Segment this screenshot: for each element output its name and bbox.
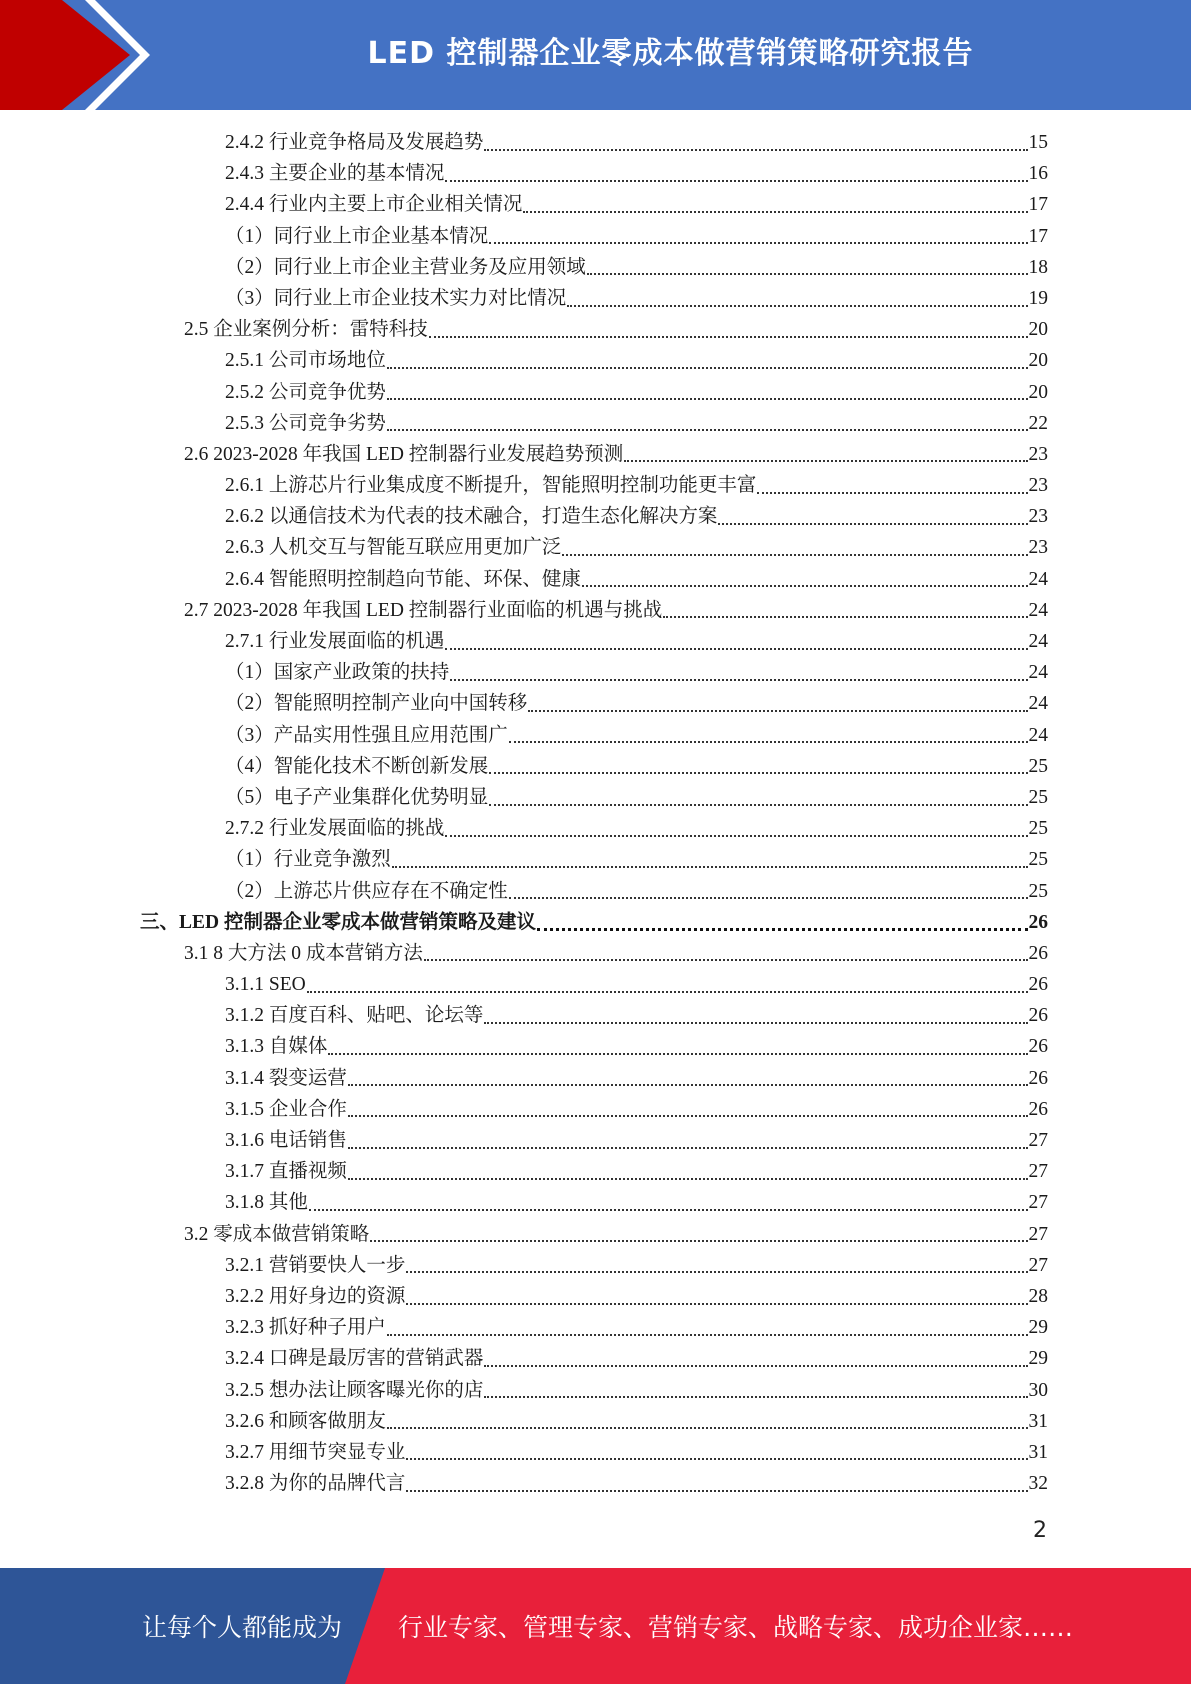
toc-entry-page: 28 [1028, 1285, 1048, 1307]
toc-dot-leader [567, 305, 1027, 307]
toc-dot-leader [387, 1427, 1028, 1429]
toc-entry-page: 23 [1028, 443, 1048, 465]
toc-dot-leader [509, 897, 1028, 899]
toc-dot-leader [523, 211, 1027, 213]
toc-entry-title: 2.4.4 行业内主要上市企业相关情况 [225, 194, 523, 216]
toc-entry-page: 15 [1028, 132, 1048, 153]
toc-entry-page: 16 [1028, 163, 1048, 185]
toc-dot-leader [387, 367, 1028, 369]
toc-dot-leader [328, 1053, 1027, 1055]
toc-dot-leader [663, 616, 1027, 618]
toc-dot-leader [406, 1303, 1027, 1305]
toc-entry[interactable] [140, 1000, 1048, 1031]
toc-entry-page: 26 [1028, 911, 1048, 933]
toc-dot-leader [370, 1240, 1027, 1242]
toc-entry-title: 2.4.3 主要企业的基本情况 [225, 163, 445, 185]
toc-dot-leader [484, 1396, 1027, 1398]
toc-entry[interactable] [140, 532, 1048, 563]
toc-entry-page: 19 [1028, 287, 1048, 309]
toc-entry[interactable] [140, 501, 1048, 532]
toc-entry-title: 3.1.1 SEO [225, 974, 306, 996]
toc-dot-leader [445, 648, 1027, 650]
toc-entry[interactable] [140, 595, 1048, 626]
toc-entry-page: 29 [1028, 1317, 1048, 1339]
toc-entry-title: 2.5 企业案例分析：雷特科技 [184, 319, 428, 341]
toc-entry[interactable] [140, 626, 1048, 657]
toc-entry-title: （2）智能照明控制产业向中国转移 [225, 693, 528, 715]
toc-dot-leader [348, 1147, 1028, 1149]
toc-entry[interactable] [140, 1281, 1048, 1312]
toc-dot-leader [429, 336, 1028, 338]
toc-entry-title: 三、LED 控制器企业零成本做营销策略及建议 [140, 911, 536, 933]
toc-entry-title: 2.6.1 上游芯片行业集成度不断提升，智能照明控制功能更丰富 [225, 475, 757, 497]
toc-entry-title: 3.1.5 企业合作 [225, 1098, 347, 1120]
toc-entry-page: 20 [1028, 350, 1048, 372]
toc-dot-leader [450, 679, 1027, 681]
toc-entry-page: 24 [1028, 724, 1048, 746]
toc-entry-title: （5）电子产业集群化优势明显 [225, 786, 489, 808]
toc-dot-leader [489, 772, 1027, 774]
toc-entry[interactable] [140, 1406, 1048, 1437]
toc-entry-title: （4）智能化技术不断创新发展 [225, 755, 489, 777]
toc-entry-title: 3.2.6 和顾客做朋友 [225, 1410, 386, 1432]
toc-entry-page: 24 [1028, 599, 1048, 621]
toc-entry[interactable] [140, 1187, 1048, 1218]
toc-entry-title: 3.1.7 直播视频 [225, 1161, 347, 1183]
toc-dot-leader [582, 585, 1028, 587]
toc-dot-leader [718, 523, 1027, 525]
toc-entry[interactable] [140, 1094, 1048, 1125]
toc-entry-page: 20 [1028, 319, 1048, 341]
toc-entry-title: 3.1.3 自媒体 [225, 1036, 328, 1058]
toc-entry-title: 2.7.2 行业发展面临的挑战 [225, 818, 445, 840]
toc-entry-page: 27 [1028, 1254, 1048, 1276]
toc-entry[interactable] [140, 876, 1048, 907]
toc-entry[interactable] [140, 782, 1048, 813]
toc-entry[interactable] [140, 938, 1048, 969]
toc-entry[interactable] [140, 564, 1048, 595]
toc-entry-page: 25 [1028, 755, 1048, 777]
toc-entry[interactable] [140, 1375, 1048, 1406]
toc-dot-leader [757, 492, 1027, 494]
toc-entry-title: 3.1.4 裂变运营 [225, 1067, 347, 1089]
footer-slogan-right: 行业专家、管理专家、营销专家、战略专家、成功企业家…… [398, 1613, 1074, 1642]
toc-dot-leader [445, 835, 1027, 837]
toc-entry[interactable] [140, 252, 1048, 283]
toc-dot-leader [406, 1490, 1027, 1492]
toc-entry-title: 3.2.4 口碑是最厉害的营销武器 [225, 1348, 484, 1370]
toc-dot-leader [489, 804, 1027, 806]
toc-entry-page: 25 [1028, 880, 1048, 902]
toc-dot-leader [537, 928, 1028, 931]
toc-entry-title: 2.6.4 智能照明控制趋向节能、环保、健康 [225, 568, 581, 590]
toc-dot-leader [445, 180, 1027, 182]
toc-entry[interactable] [140, 377, 1048, 408]
toc-entry[interactable] [140, 345, 1048, 376]
toc-dot-leader [392, 866, 1028, 868]
toc-entry-page: 27 [1028, 1223, 1048, 1245]
toc-entry-page: 32 [1028, 1473, 1048, 1495]
toc-entry[interactable] [140, 751, 1048, 782]
toc-entry-title: 3.2.7 用细节突显专业 [225, 1441, 406, 1463]
toc-dot-leader [587, 273, 1028, 275]
toc-dot-leader [484, 149, 1027, 151]
toc-entry-title: 2.6.3 人机交互与智能互联应用更加广泛 [225, 537, 562, 559]
toc-entry[interactable] [140, 1219, 1048, 1250]
toc-entry-title: （3）同行业上市企业技术实力对比情况 [225, 287, 567, 309]
toc-entry-title: （2）上游芯片供应存在不确定性 [225, 880, 508, 902]
toc-entry-page: 25 [1028, 786, 1048, 808]
toc-entry[interactable] [140, 844, 1048, 875]
toc-entry[interactable] [140, 657, 1048, 688]
toc-entry-title: 3.2.1 营销要快人一步 [225, 1254, 406, 1276]
toc-entry-page: 26 [1028, 1098, 1048, 1120]
toc-dot-leader [348, 1115, 1028, 1117]
toc-entry-page: 30 [1028, 1379, 1048, 1401]
toc-entry-page: 25 [1028, 849, 1048, 871]
toc-entry-title: （1）行业竞争激烈 [225, 849, 391, 871]
toc-dot-leader [387, 1334, 1028, 1336]
toc-entry-page: 18 [1028, 256, 1048, 278]
page-header [0, 0, 1191, 110]
toc-entry-page: 26 [1028, 1067, 1048, 1089]
toc-dot-leader [387, 429, 1028, 431]
toc-entry[interactable] [140, 1468, 1048, 1499]
toc-entry-title: 3.1.6 电话销售 [225, 1130, 347, 1151]
toc-dot-leader [348, 1084, 1028, 1086]
toc-entry-title: 2.5.2 公司竞争优势 [225, 381, 386, 403]
toc-dot-leader [387, 398, 1028, 400]
toc-entry-title: （2）同行业上市企业主营业务及应用领域 [225, 256, 586, 278]
toc-entry-page: 25 [1028, 818, 1048, 840]
toc-entry-title: 3.1.2 百度百科、贴吧、论坛等 [225, 1005, 484, 1027]
toc-entry[interactable] [140, 1343, 1048, 1374]
toc-dot-leader [562, 554, 1027, 556]
toc-entry[interactable] [140, 720, 1048, 751]
toc-entry-page: 24 [1028, 631, 1048, 652]
toc-entry[interactable] [140, 1156, 1048, 1187]
toc-entry[interactable] [140, 1312, 1048, 1343]
toc-dot-leader [484, 1365, 1027, 1367]
toc-entry[interactable] [140, 1031, 1048, 1062]
toc-entry[interactable] [140, 314, 1048, 345]
toc-entry-page: 26 [1028, 1005, 1048, 1027]
toc-entry[interactable] [140, 470, 1048, 501]
footer-slogan-left: 让每个人都能成为 [142, 1613, 343, 1642]
toc-entry-page: 23 [1028, 506, 1048, 528]
toc-entry[interactable] [140, 189, 1048, 220]
toc-entry-page: 22 [1028, 412, 1048, 434]
toc-entry-title: 3.2.8 为你的品牌代言 [225, 1473, 406, 1495]
toc-dot-leader [424, 959, 1028, 961]
toc-entry[interactable] [140, 688, 1048, 719]
toc-dot-leader [309, 1209, 1028, 1211]
toc-dot-leader [348, 1178, 1028, 1180]
page-footer [0, 1568, 1191, 1684]
toc-entry-title: 2.7 2023-2028 年我国 LED 控制器行业面临的机遇与挑战 [184, 599, 663, 621]
header-arrow-decoration [0, 0, 160, 110]
toc-entry-page: 26 [1028, 942, 1048, 964]
toc-entry-title: 2.6.2 以通信技术为代表的技术融合，打造生态化解决方案 [225, 506, 718, 528]
toc-dot-leader [406, 1458, 1027, 1460]
toc-entry-page: 17 [1028, 194, 1048, 216]
toc-entry[interactable] [140, 1437, 1048, 1468]
toc-entry-page: 26 [1028, 1036, 1048, 1058]
toc-entry-title: 2.7.1 行业发展面临的机遇 [225, 631, 445, 652]
toc-entry-page: 29 [1028, 1348, 1048, 1370]
toc-entry-title: （3）产品实用性强且应用范围广 [225, 724, 508, 746]
toc-dot-leader [307, 991, 1028, 993]
toc-entry-title: 2.5.3 公司竞争劣势 [225, 412, 386, 434]
toc-entry[interactable] [140, 283, 1048, 314]
toc-entry[interactable] [140, 1250, 1048, 1281]
toc-entry-page: 27 [1028, 1192, 1048, 1214]
toc-dot-leader [624, 460, 1027, 462]
toc-entry-title: 2.5.1 公司市场地位 [225, 350, 386, 372]
toc-entry-page: 20 [1028, 381, 1048, 403]
toc-entry-page: 31 [1028, 1441, 1048, 1463]
toc-entry[interactable] [140, 907, 1048, 938]
table-of-contents [140, 127, 1048, 1499]
toc-entry-page: 23 [1028, 537, 1048, 559]
toc-entry-page: 24 [1028, 568, 1048, 590]
toc-entry[interactable] [140, 813, 1048, 844]
toc-entry-title: 3.2.2 用好身边的资源 [225, 1285, 406, 1307]
toc-entry-page: 24 [1028, 693, 1048, 715]
toc-entry-title: （1）国家产业政策的扶持 [225, 662, 450, 684]
toc-dot-leader [406, 1271, 1027, 1273]
toc-dot-leader [484, 1022, 1027, 1024]
toc-entry-page: 24 [1028, 662, 1048, 684]
toc-entry-page: 31 [1028, 1410, 1048, 1432]
toc-entry[interactable] [140, 221, 1048, 252]
toc-dot-leader [528, 710, 1027, 712]
toc-entry[interactable] [140, 127, 1048, 158]
toc-entry-title: （1）同行业上市企业基本情况 [225, 225, 489, 247]
toc-entry[interactable] [140, 408, 1048, 439]
toc-entry-title: 3.1.8 其他 [225, 1192, 308, 1214]
toc-entry-page: 27 [1028, 1161, 1048, 1183]
toc-entry-title: 3.2 零成本做营销策略 [184, 1223, 370, 1245]
toc-entry-title: 3.2.3 抓好种子用户 [225, 1317, 386, 1339]
toc-entry-page: 23 [1028, 475, 1048, 497]
toc-entry-title: 2.4.2 行业竞争格局及发展趋势 [225, 132, 484, 153]
toc-entry[interactable] [140, 1063, 1048, 1094]
toc-entry[interactable] [140, 1125, 1048, 1156]
document-title: LED 控制器企业零成本做营销策略研究报告 [367, 36, 974, 71]
toc-entry-title: 2.6 2023-2028 年我国 LED 控制器行业发展趋势预测 [184, 443, 624, 465]
toc-entry-page: 26 [1028, 974, 1048, 996]
toc-entry-page: 27 [1028, 1130, 1048, 1151]
page-number: 2 [1033, 1518, 1047, 1543]
toc-entry[interactable] [140, 969, 1048, 1000]
toc-dot-leader [509, 741, 1028, 743]
toc-entry[interactable] [140, 158, 1048, 189]
toc-entry-page: 17 [1028, 225, 1048, 247]
toc-entry[interactable] [140, 439, 1048, 470]
toc-entry-title: 3.2.5 想办法让顾客曝光你的店 [225, 1379, 484, 1401]
toc-entry-title: 3.1 8 大方法 0 成本营销方法 [184, 942, 423, 964]
toc-dot-leader [489, 242, 1027, 244]
